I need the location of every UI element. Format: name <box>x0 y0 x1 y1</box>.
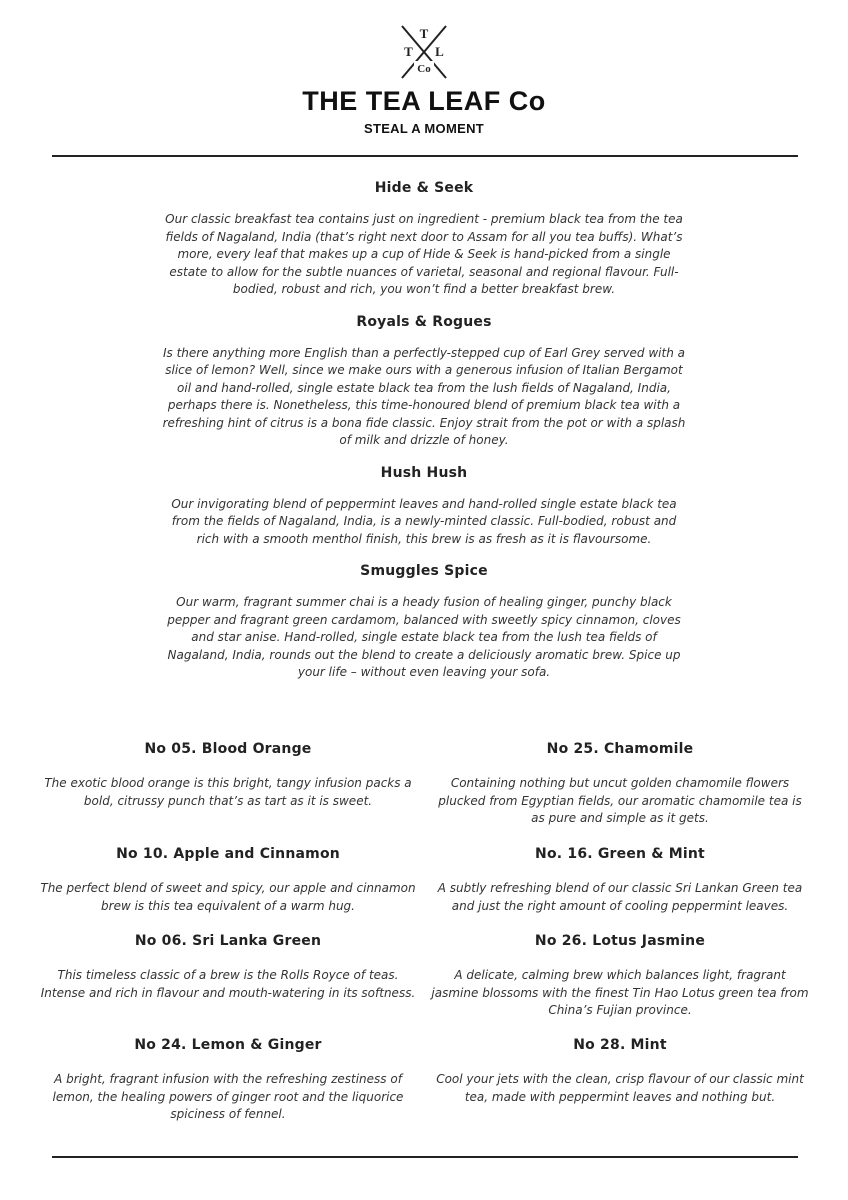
featured-description: Our warm, fragrant summer chai is a heady fusion of healing ginger, punchy black pepper and fragrant green cardamom, balanced with sweetly spicy cinnamon, cloves and star anise. Hand-rolled, single estate black tea from the lush tea fields of Nagaland, India, rounds out the blend to create a deliciously aromatic brew. Spice up your life – without even leaving your sofa. <box>167 595 681 679</box>
tea-item <box>38 933 418 1002</box>
featured-title: Smuggles Spice <box>360 563 488 579</box>
brand-name: THE TEA LEAF Co <box>302 86 546 116</box>
tea-title: No 25. Chamomile <box>546 741 694 757</box>
tea-description: The exotic blood orange is this bright, tangy infusion packs a bold, citrussy punch that’s as tart as it is sweet. <box>44 776 412 808</box>
logo-letter-top: T <box>419 26 429 41</box>
tea-title: No 28. Mint <box>573 1037 667 1053</box>
tea-title: No 26. Lotus Jasmine <box>534 933 706 949</box>
featured-item <box>160 314 688 450</box>
logo-letter-bottom: Co <box>417 63 431 75</box>
crossed-x-logo-icon <box>394 24 454 80</box>
tea-description: The perfect blend of sweet and spicy, our apple and cinnamon brew is this tea equivalent of a warm hug. <box>40 881 416 913</box>
featured-item <box>160 180 688 299</box>
featured-description: Is there anything more English than a perfectly-stepped cup of Earl Grey served with a slice of lemon? Well, since we make ours with a generous infusion of Italian Bergamot oil and hand-rolled, single estate black tea from the lush fields of Nagaland, India, perhaps there is. Nonetheless, this time-honoured blend of premium black tea with a refreshing hint of citrus is a bona fide classic. Enjoy strait from the pot or with a splash of milk and drizzle of honey. <box>162 345 686 447</box>
brand-logo <box>394 24 454 80</box>
tea-item <box>430 933 810 1020</box>
tea-description: A delicate, calming brew which balances light, fragrant jasmine blossoms with the finest Tin Hao Lotus green tea from China’s Fujian province. <box>431 968 809 1017</box>
tea-item <box>38 741 418 810</box>
tagline: STEAL A MOMENT <box>364 121 484 136</box>
featured-description: Our invigorating blend of peppermint leaves and hand-rolled single estate black tea from the fields of Nagaland, India, is a newly-minted classic. Full-bodied, robust and rich with a smooth menthol finish, this brew is as fresh as it is flavoursome. <box>171 496 677 546</box>
tea-item <box>38 1037 418 1124</box>
tea-item <box>430 846 810 915</box>
logo-letter-right: L <box>435 44 444 59</box>
tea-title: No. 16. Green & Mint <box>535 846 705 862</box>
featured-description: Our classic breakfast tea contains just on ingredient - premium black tea from the tea fields of Nagaland, India (that’s right next door to Assam for all you tea buffs). What’s more, every leaf that makes up a cup of Hide & Seek is hand-picked from a single estate to allow for the subtle nuances of varietal, seasonal and regional flavour. Full-bodied, robust and rich, you won’t find a better breakfast brew. <box>165 212 683 296</box>
tea-item <box>38 846 418 915</box>
tea-description: A subtly refreshing blend of our classic Sri Lankan Green tea and just the right amount of cooling peppermint leaves. <box>437 881 803 913</box>
tea-title: No 06. Sri Lanka Green <box>134 933 322 949</box>
tea-description: This timeless classic of a brew is the Rolls Royce of teas. Intense and rich in flavour and mouth-watering in its softness. <box>40 968 416 1000</box>
tea-title: No 05. Blood Orange <box>144 741 312 757</box>
featured-teas <box>160 180 688 682</box>
logo-letter-left: T <box>404 44 413 59</box>
tea-description: Containing nothing but uncut golden chamomile flowers plucked from Egyptian fields, our aromatic chamomile tea is as pure and simple as it gets. <box>438 776 802 825</box>
featured-item <box>160 563 688 682</box>
bottom-divider <box>52 1156 798 1158</box>
featured-title: Hide & Seek <box>374 180 474 196</box>
tea-description: Cool your jets with the clean, crisp flavour of our classic mint tea, made with peppermint leaves and nothing but. <box>436 1072 804 1104</box>
featured-title: Hush Hush <box>380 464 468 481</box>
tea-title: No 10. Apple and Cinnamon <box>116 846 340 862</box>
top-divider <box>52 155 798 157</box>
tea-description: A bright, fragrant infusion with the refreshing zestiness of lemon, the healing powers of ginger root and the liquorice spiciness of fennel. <box>52 1072 404 1121</box>
featured-title: Royals & Rogues <box>356 313 492 330</box>
tea-item <box>430 741 810 828</box>
tea-item <box>430 1037 810 1106</box>
featured-item <box>160 465 688 549</box>
tea-title: No 24. Lemon & Ginger <box>134 1037 322 1053</box>
